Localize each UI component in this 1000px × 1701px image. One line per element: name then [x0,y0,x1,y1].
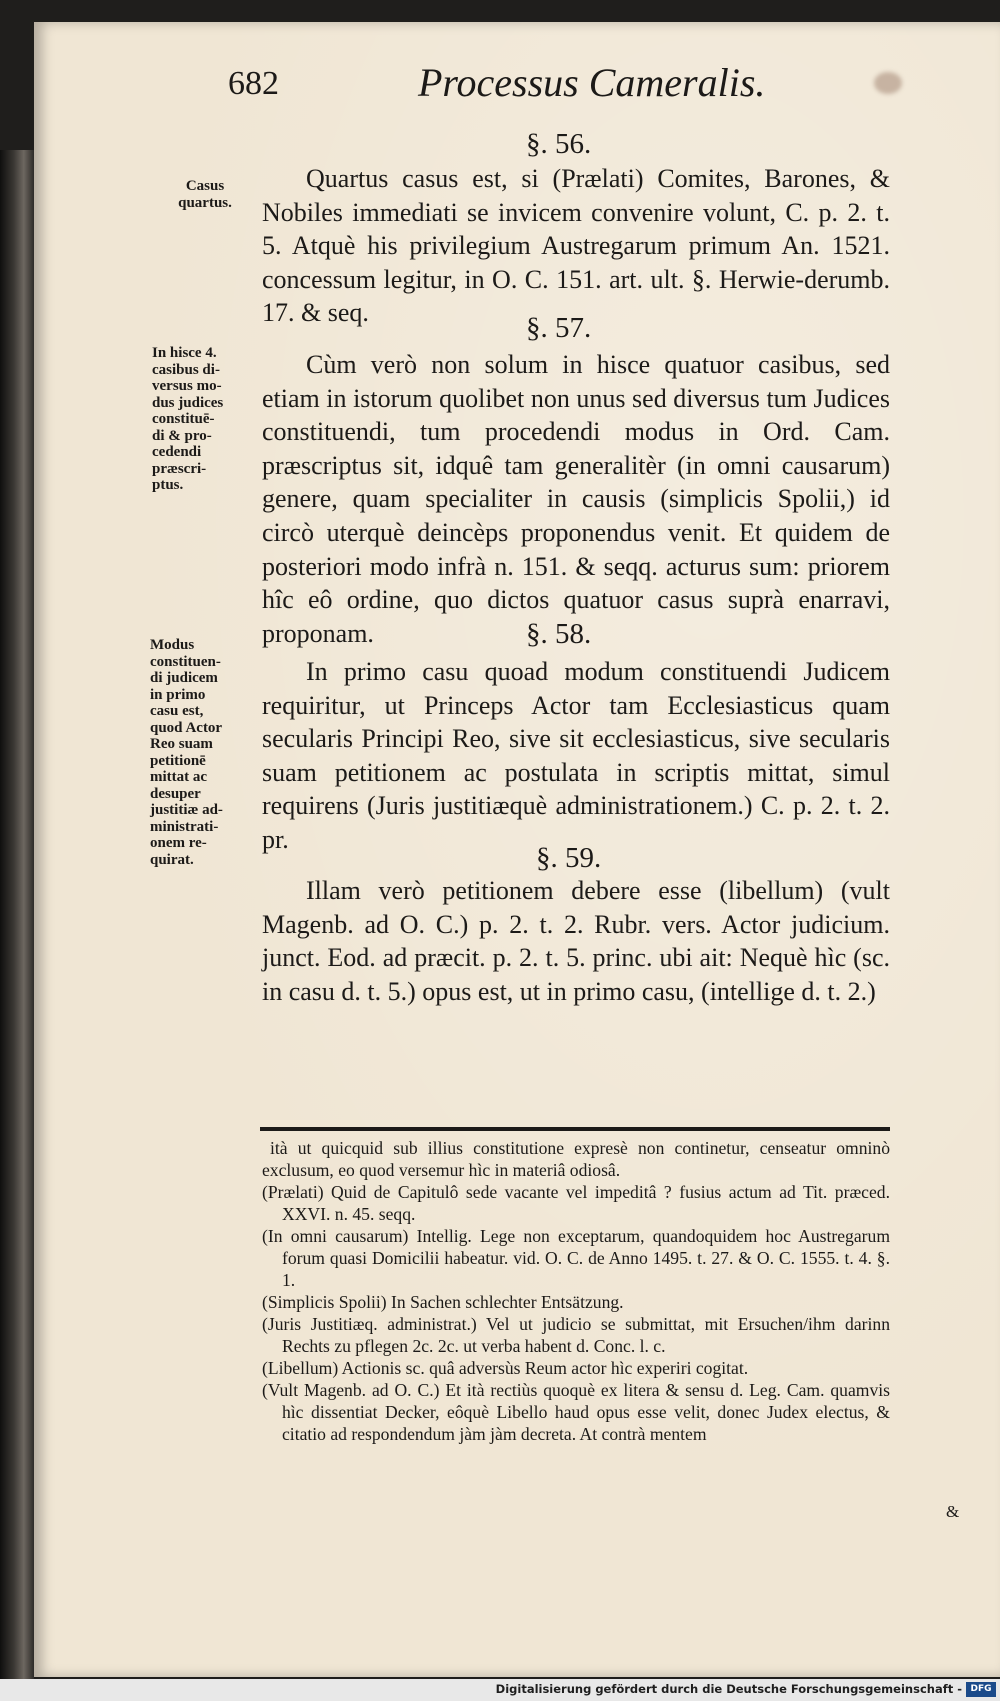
margin-note: Modus constituen- di judicem in primo casu est, quod Actor Reo suam petitionē mittat ac desuper justitiæ ad- ministrati- onem re- quirat. [150,637,223,868]
page-number: 682 [228,65,279,102]
paragraph: Cùm verò non solum in hisce quatuor casibus, sed etiam in istorum quolibet non unus sed diversus tum Judices constituendi, tum procedendi modus in Ord. Cam. præscriptus sit, idquê tam generalitèr (in omni causarum) genere, quam specialiter in causis (simplicis Spolii,) id circò uterquè deincèps proponendus venit. Et quidem de posteriori modo infrà n. 151. & seqq. acturus sum: priorem hîc eô ordine, quo dictos quatuor casus suprà enarravi, proponam. [262,350,890,648]
running-head: Processus Cameralis. [418,60,766,105]
book-binding [0,150,34,1680]
margin-note: Casus quartus. [178,178,232,211]
section-mark: §. 58. [526,618,592,650]
paragraph: Illam verò petitionem debere esse (libellum) (vult Magenb. ad O. C.) p. 2. t. 2. Rubr. vers. Actor judicium. junct. Eod. ad præcit. p. 2. t. 5. princ. ubi ait: Nequè hìc (sc. in casu d. t. 5.) opus est, ut in primo casu, (intellige d. t. 2.) [262,876,890,1006]
footnote: (Libellum) Actionis sc. quâ adversùs Reum actor hìc experiri cogitat. [262,1358,749,1378]
footnote: (Vult Magenb. ad O. C.) Et ità rectiùs quoquè ex litera & sensu d. Leg. Cam. quamvis hìc dissentiat Decker, eôquè Libello haud opus esse velit, donec Judex electus, & citatio ad respondendum jàm jàm decreta. At contrà mentem [262,1380,890,1444]
paragraph: Quartus casus est, si (Prælati) Comites, Barones, & Nobiles immediati se invicem convenire volunt, C. p. 2. t. 5. Atquè his privilegium Austregarum primum An. 1521. concessum legitur, in O. C. 151. art. ult. §. Herwie-derumb. 17. & seq. [262,164,890,328]
dfg-logo-icon: DFG [966,1682,996,1697]
catchword: & [946,1502,960,1521]
footnotes [262,1137,890,1445]
paragraph: In primo casu quoad modum constituendi Judicem requiritur, ut Princeps Actor tam Ecclesiasticus quam secularis Principi Reo, sive sit ecclesiasticus, sive secularis suam petitionem ac postulata in scriptis mittat, simul requirens (Juris justitiæquè administrationem.) C. p. 2. t. 2. pr. [262,657,890,854]
footnote: (In omni causarum) Intellig. Lege non exceptarum, quandoquidem hoc Austregarum forum quasi Domicilii habeatur. vid. O. C. de Anno 1495. t. 27. & O. C. 1555. t. 4. §. 1. [262,1226,890,1290]
section-mark: §. 57. [526,312,592,344]
footnote-rule [260,1127,890,1131]
page-header [228,60,888,121]
footnote: ità ut quicquid sub illius constitutione expresè non continetur, censeatur omninò exclusum, eo quod versemur hìc in materiâ odiosâ. [262,1138,890,1180]
footnote: (Juris Justitiæq. administrat.) Vel ut judicio se submittat, mit Ersuchen/ihm darinn Rechts zu pflegen 2c. 2c. ut verba habent d. Conc. l. c. [262,1314,890,1356]
margin-note: In hisce 4. casibus di- versus mo- dus judices constituē- di & pro- cedendi præscri- ptus. [152,345,224,493]
footer-bar [0,1679,1000,1701]
footnote: (Simplicis Spolii) In Sachen schlechter Entsätzung. [262,1292,624,1312]
section-mark: §. 56. [526,128,592,160]
section-mark: §. 59. [536,842,602,874]
footnote: (Prælati) Quid de Capitulô sede vacante vel impeditâ ? fusius actum ad Tit. præced. XXVI. n. 45. seqq. [262,1182,890,1224]
footer-credit: Digitalisierung gefördert durch die Deutsche Forschungsgemeinschaft - [495,1682,962,1696]
